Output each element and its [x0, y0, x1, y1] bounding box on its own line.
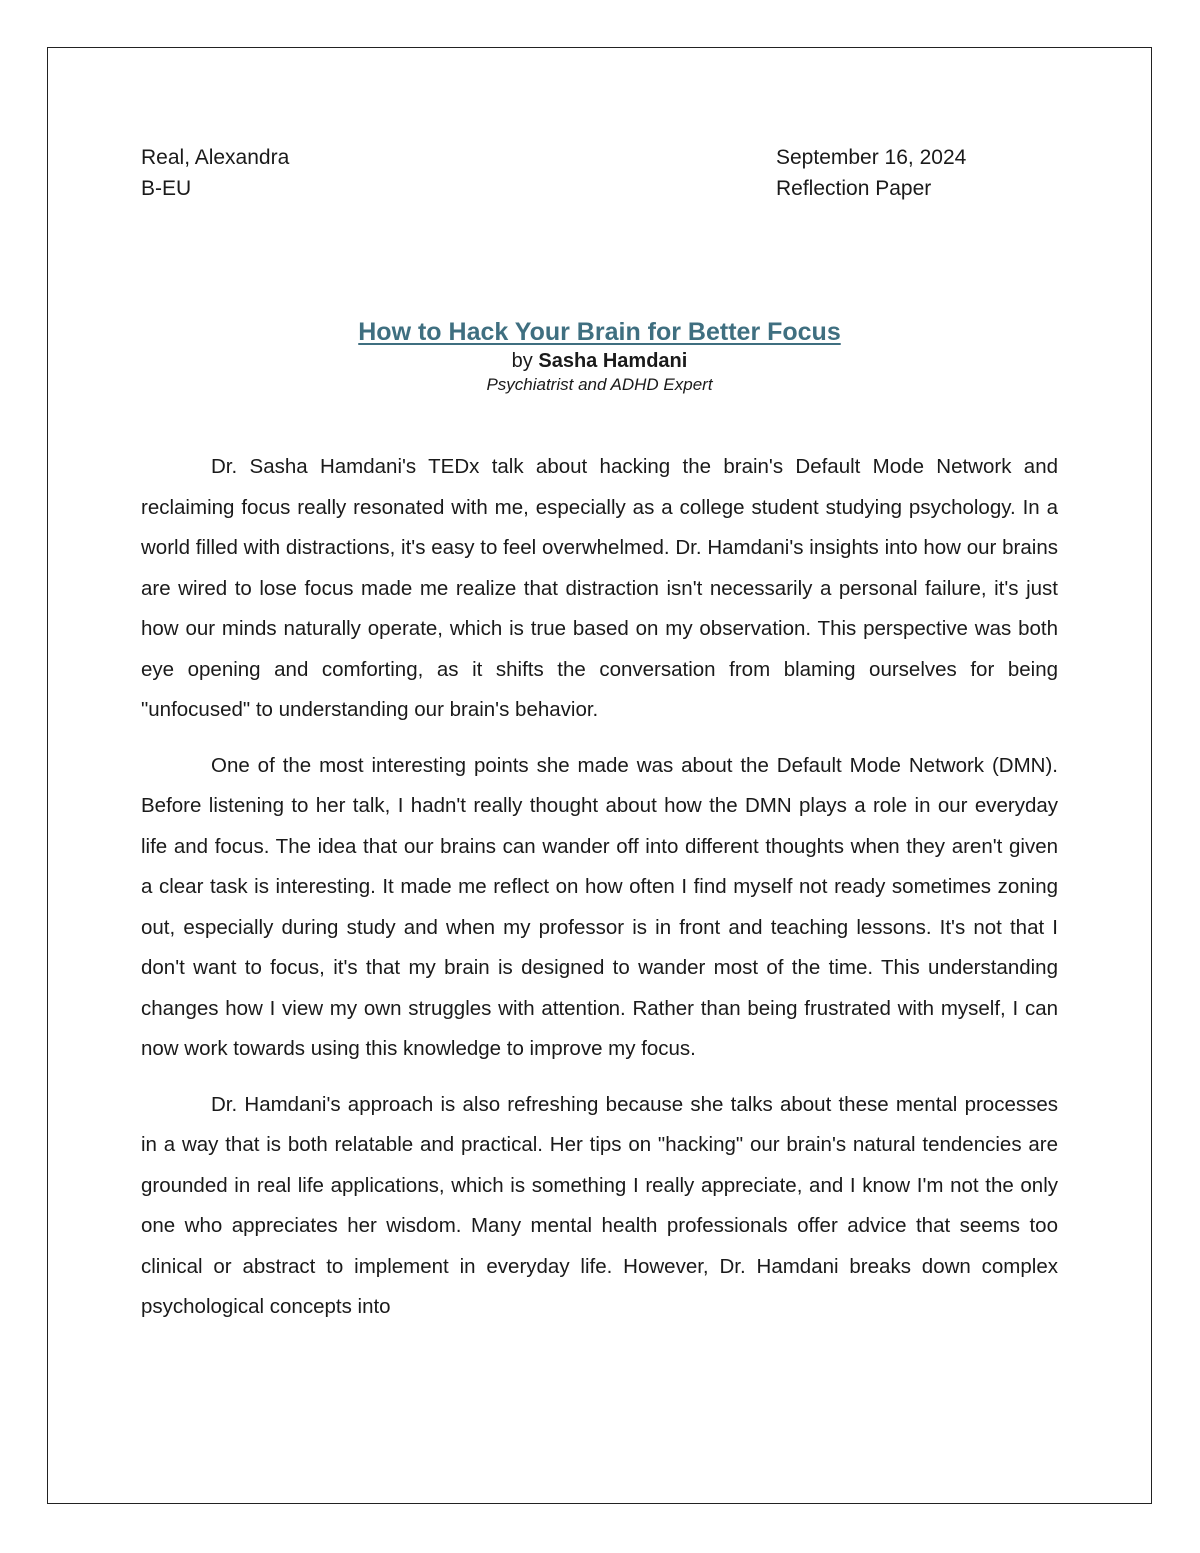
byline-prefix: by: [511, 350, 533, 372]
document-title: How to Hack Your Brain for Better Focus: [358, 318, 841, 346]
header-right: [776, 142, 966, 204]
byline: [141, 349, 1058, 374]
paragraph: One of the most interesting points she made was about the Default Mode Network (DMN). Before listening to her talk, I hadn't really thought about how the DMN plays a role in our everyday life and focus. The idea that our brains can wander off into different thoughts when they aren't given a clear task is interesting. It made me reflect on how often I find myself not ready sometimes zoning out, especially during study and when my professor is in front and teaching lessons. It's not that I don't want to focus, it's that my brain is designed to wander most of the time. This understanding changes how I view my own struggles with attention. Rather than being frustrated with myself, I can now work towards using this knowledge to improve my focus.: [141, 753, 1058, 1060]
author-role: Psychiatrist and ADHD Expert: [486, 375, 713, 394]
author-name: Sasha Hamdani: [538, 350, 688, 372]
paragraph: Dr. Hamdani's approach is also refreshing because she talks about these mental processes in a way that is both relatable and practical. Her tips on "hacking" our brain's natural tendencies are grounded in real life applications, which is something I really appreciate, and I know I'm not the only one who appreciates her wisdom. Many mental health professionals offer advice that seems too clinical or abstract to implement in everyday life. However, Dr. Hamdani breaks down complex psychological concepts into: [141, 1092, 1058, 1318]
student-name: Real, Alexandra: [141, 146, 290, 169]
section-code: B-EU: [141, 177, 192, 200]
document-type: Reflection Paper: [776, 177, 932, 200]
document-date: September 16, 2024: [776, 146, 967, 169]
body-text: [141, 447, 1058, 1343]
header-left: [141, 142, 289, 204]
title-block: [141, 315, 1058, 396]
paragraph: Dr. Sasha Hamdani's TEDx talk about hacking the brain's Default Mode Network and reclaiming focus really resonated with me, especially as a college student studying psychology. In a world filled with distractions, it's easy to feel overwhelmed. Dr. Hamdani's insights into how our brains are wired to lose focus made me realize that distraction isn't necessarily a personal failure, it's just how our minds naturally operate, which is true based on my observation. This perspective was both eye opening and comforting, as it shifts the conversation from blaming ourselves for being "unfocused" to understanding our brain's behavior.: [141, 455, 1058, 721]
